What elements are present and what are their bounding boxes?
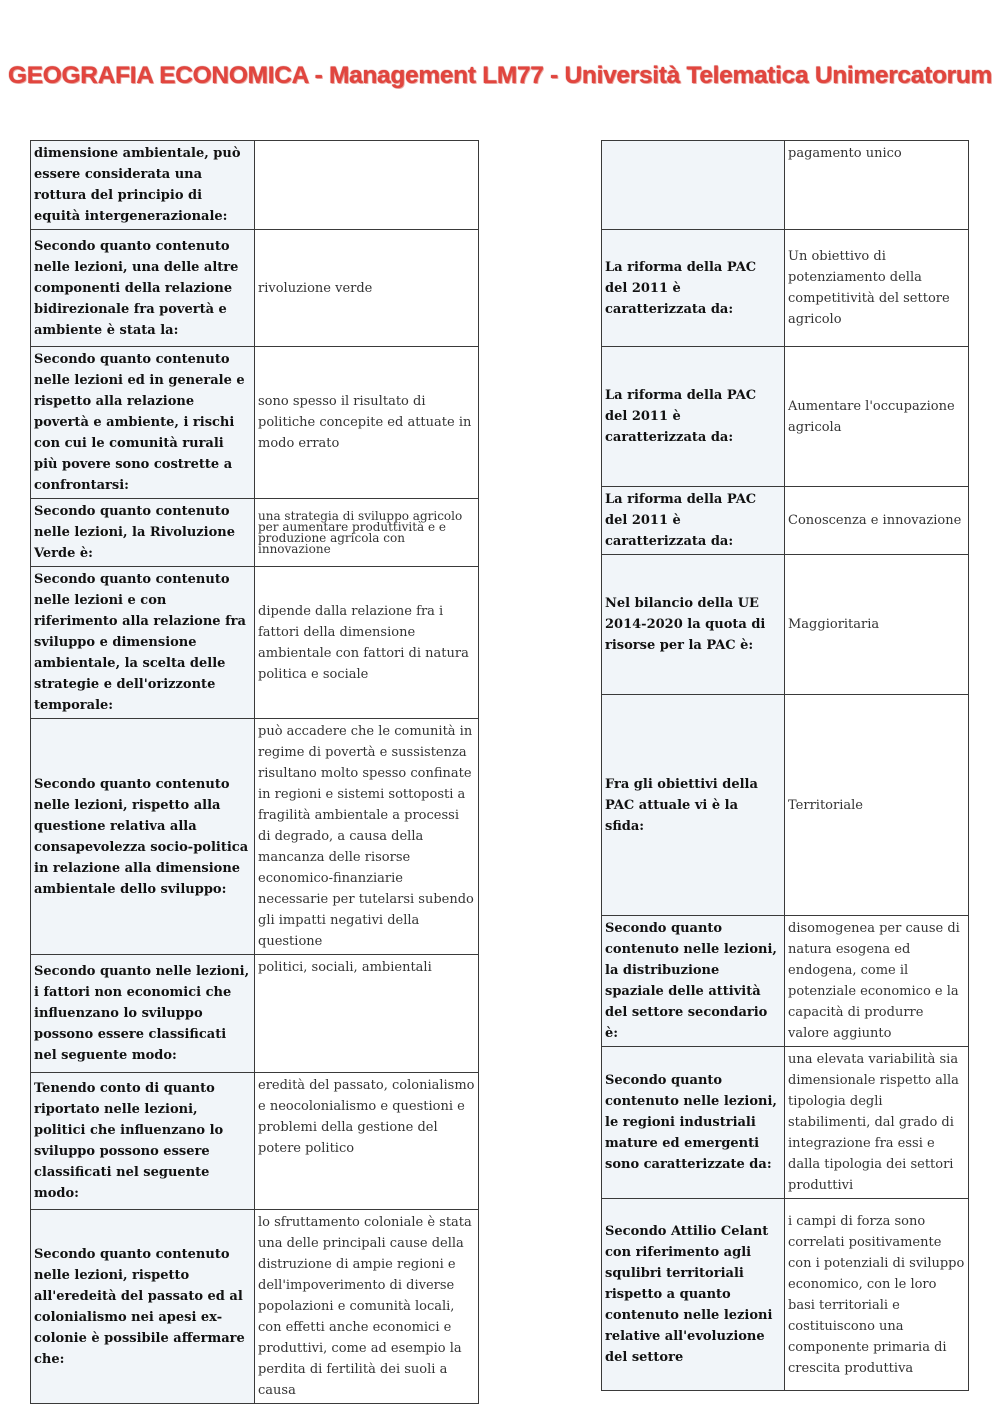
answer-cell: una strategia di sviluppo agricolo per aumentare produttività e e produzione agricola con innovazione [255, 499, 479, 567]
question-cell: Secondo quanto contenuto nelle lezioni, le regioni industriali mature ed emergenti sono caratterizzate da: [602, 1047, 785, 1199]
answer-cell: sono spesso il risultato di politiche concepite ed attuate in modo errato [255, 347, 479, 499]
question-cell: Secondo quanto contenuto nelle lezioni, la distribuzione spaziale delle attività del settore secondario è: [602, 916, 785, 1047]
answer-cell: Conoscenza e innovazione [785, 487, 969, 555]
table-row [31, 1210, 479, 1404]
answer-cell: eredità del passato, colonialismo e neocolonialismo e questioni e problemi della gestione del potere politico [255, 1073, 479, 1210]
right-question-table [601, 140, 969, 1391]
question-cell: Nel bilancio della UE 2014-2020 la quota di risorse per la PAC è: [602, 555, 785, 695]
table-row [602, 347, 969, 487]
table-row [31, 719, 479, 955]
answer-cell: Un obiettivo di potenziamento della competitività del settore agricolo [785, 230, 969, 347]
question-cell [602, 141, 785, 230]
table-row [31, 1073, 479, 1210]
answer-cell: rivoluzione verde [255, 230, 479, 347]
answer-cell: una elevata variabilità sia dimensionale rispetto alla tipologia degli stabilimenti, dal grado di integrazione fra essi e dalla tipologia dei settori produttivi [785, 1047, 969, 1199]
question-cell: Fra gli obiettivi della PAC attuale vi è la sfida: [602, 695, 785, 916]
question-cell: Secondo quanto contenuto nelle lezioni, rispetto alla questione relativa alla consapevolezza socio-politica in relazione alla dimensione ambientale dello sviluppo: [31, 719, 255, 955]
question-cell: Secondo quanto contenuto nelle lezioni e con riferimento alla relazione fra sviluppo e dimensione ambientale, la scelta delle strategie e dell'orizzonte temporale: [31, 567, 255, 719]
table-row [602, 230, 969, 347]
answer-cell: pagamento unico [785, 141, 969, 230]
question-cell: Secondo quanto nelle lezioni, i fattori non economici che influenzano lo sviluppo possono essere classificati nel seguente modo: [31, 955, 255, 1073]
question-cell: Secondo Attilio Celant con riferimento agli squlibri territoriali rispetto a quanto contenuto nelle lezioni relative all'evoluzione del settore [602, 1199, 785, 1391]
table-row [31, 499, 479, 567]
answer-cell: lo sfruttamento coloniale è stata una delle principali cause della distruzione di ampie regioni e dell'impoverimento di diverse popolazioni e comunità locali, con effetti anche economici e produttivi, come ad esempio la perdita di fertilità dei suoli a causa [255, 1210, 479, 1404]
question-cell: Secondo quanto contenuto nelle lezioni ed in generale e rispetto alla relazione povertà e ambiente, i rischi con cui le comunità rurali più povere sono costrette a confrontarsi: [31, 347, 255, 499]
table-row [602, 141, 969, 230]
question-cell: Tenendo conto di quanto riportato nelle lezioni, politici che influenzano lo sviluppo possono essere classificati nel seguente modo: [31, 1073, 255, 1210]
table-row [602, 1047, 969, 1199]
question-cell: Secondo quanto contenuto nelle lezioni, una delle altre componenti della relazione bidirezionale fra povertà e ambiente è stata la: [31, 230, 255, 347]
answer-cell: dipende dalla relazione fra i fattori della dimensione ambientale con fattori di natura politica e sociale [255, 567, 479, 719]
table-row [31, 230, 479, 347]
table-row [31, 141, 479, 230]
answer-cell: Aumentare l'occupazione agricola [785, 347, 969, 487]
question-cell: La riforma della PAC del 2011 è caratterizzata da: [602, 347, 785, 487]
table-row [31, 347, 479, 499]
table-row [602, 695, 969, 916]
table-row [602, 487, 969, 555]
answer-cell: politici, sociali, ambientali [255, 955, 479, 1073]
table-row [31, 955, 479, 1073]
table-row [602, 1199, 969, 1391]
question-cell: Secondo quanto contenuto nelle lezioni, la Rivoluzione Verde è: [31, 499, 255, 567]
answer-cell: i campi di forza sono correlati positivamente con i potenziali di sviluppo economico, con le loro basi territoriali e costituiscono una componente primaria di crescita produttiva [785, 1199, 969, 1391]
table-row [602, 555, 969, 695]
question-cell: La riforma della PAC del 2011 è caratterizzata da: [602, 487, 785, 555]
question-cell: dimensione ambientale, può essere considerata una rottura del principio di equità intergenerazionale: [31, 141, 255, 230]
answer-cell: Territoriale [785, 695, 969, 916]
left-question-table [30, 140, 479, 1404]
page-title: GEOGRAFIA ECONOMICA - Management LM77 - Università Telematica Unimercatorum [7, 62, 992, 89]
answer-cell: disomogenea per cause di natura esogena ed endogena, come il potenziale economico e la capacità di produrre valore aggiunto [785, 916, 969, 1047]
answer-cell: può accadere che le comunità in regime di povertà e sussistenza risultano molto spesso confinate in regioni e sistemi sottoposti a fragilità ambientale a processi di degrado, a causa della mancanza delle risorse economico-finanziarie necessarie per tutelarsi subendo gli impatti negativi della questione [255, 719, 479, 955]
question-cell: La riforma della PAC del 2011 è caratterizzata da: [602, 230, 785, 347]
question-cell: Secondo quanto contenuto nelle lezioni, rispetto all'eredeità del passato ed al colonialismo nei apesi ex-colonie è possibile affermare che: [31, 1210, 255, 1404]
answer-cell: Maggioritaria [785, 555, 969, 695]
table-row [31, 567, 479, 719]
table-row [602, 916, 969, 1047]
answer-cell [255, 141, 479, 230]
